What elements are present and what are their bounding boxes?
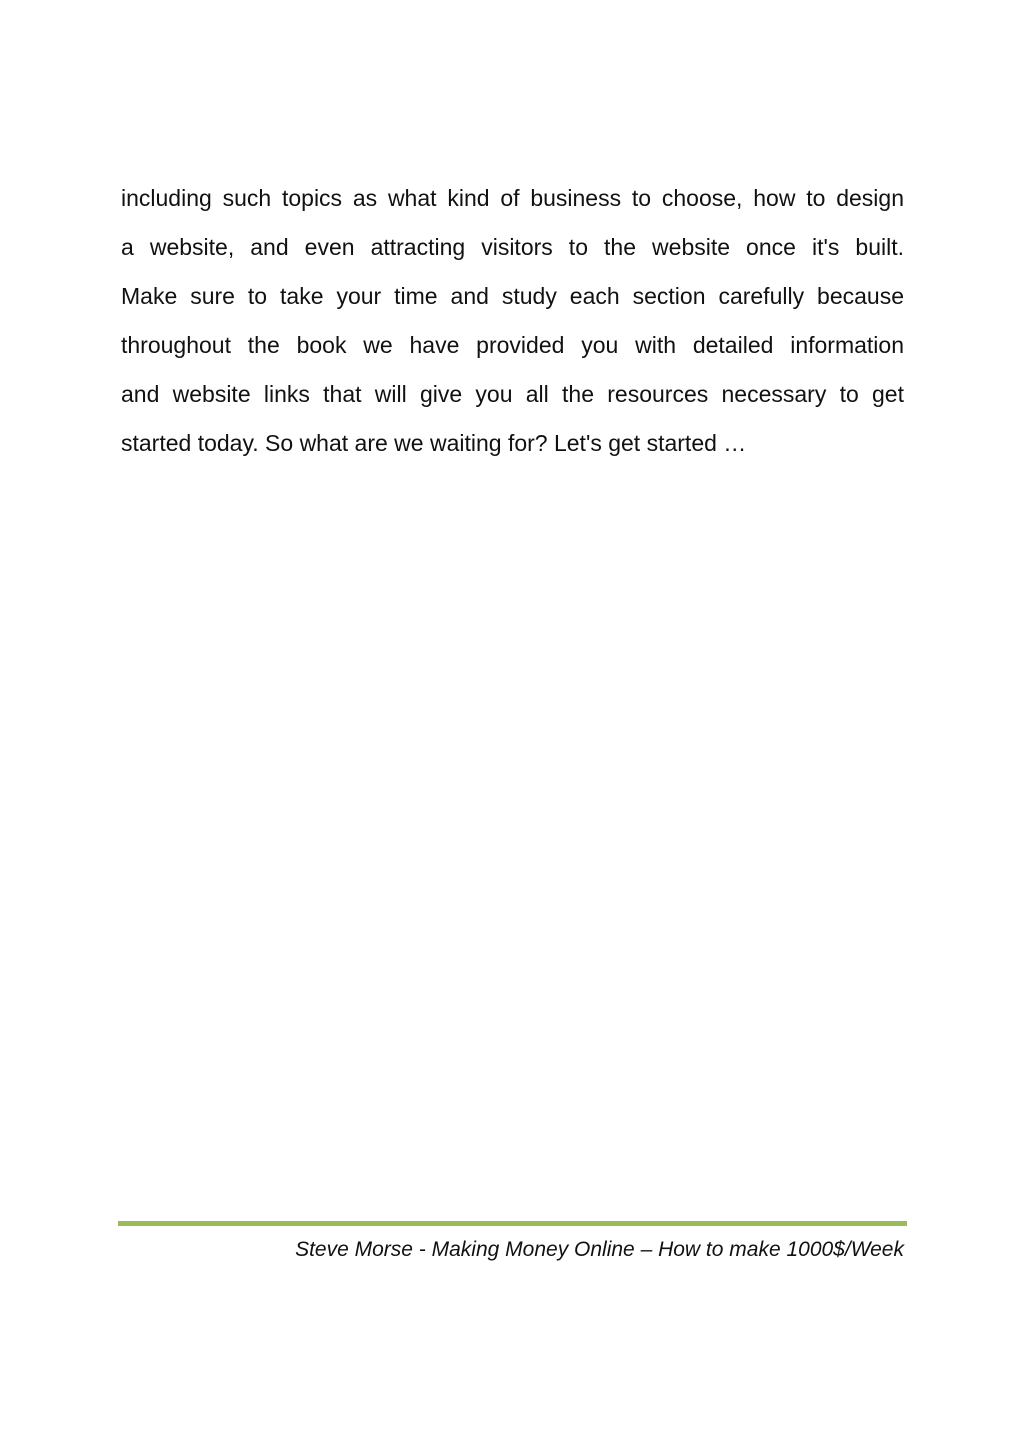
footer-divider [118,1221,907,1226]
paragraph-line-5: and website links that will give you all the resources necessary to get [121,381,904,407]
paragraph-line-6: started today. So what are we waiting for? Let's get started … [121,430,747,456]
paragraph-line-2: a website, and even attracting visitors to the website once it's built. [121,234,904,260]
body-paragraph [121,174,904,468]
paragraph-line-3: Make sure to take your time and study each section carefully because [121,283,904,309]
footer-caption: Steve Morse - Making Money Online – How to make 1000$/Week [295,1238,904,1261]
paragraph-line-4: throughout the book we have provided you with detailed information [121,332,904,358]
paragraph-line-1: including such topics as what kind of business to choose, how to design [121,185,904,211]
